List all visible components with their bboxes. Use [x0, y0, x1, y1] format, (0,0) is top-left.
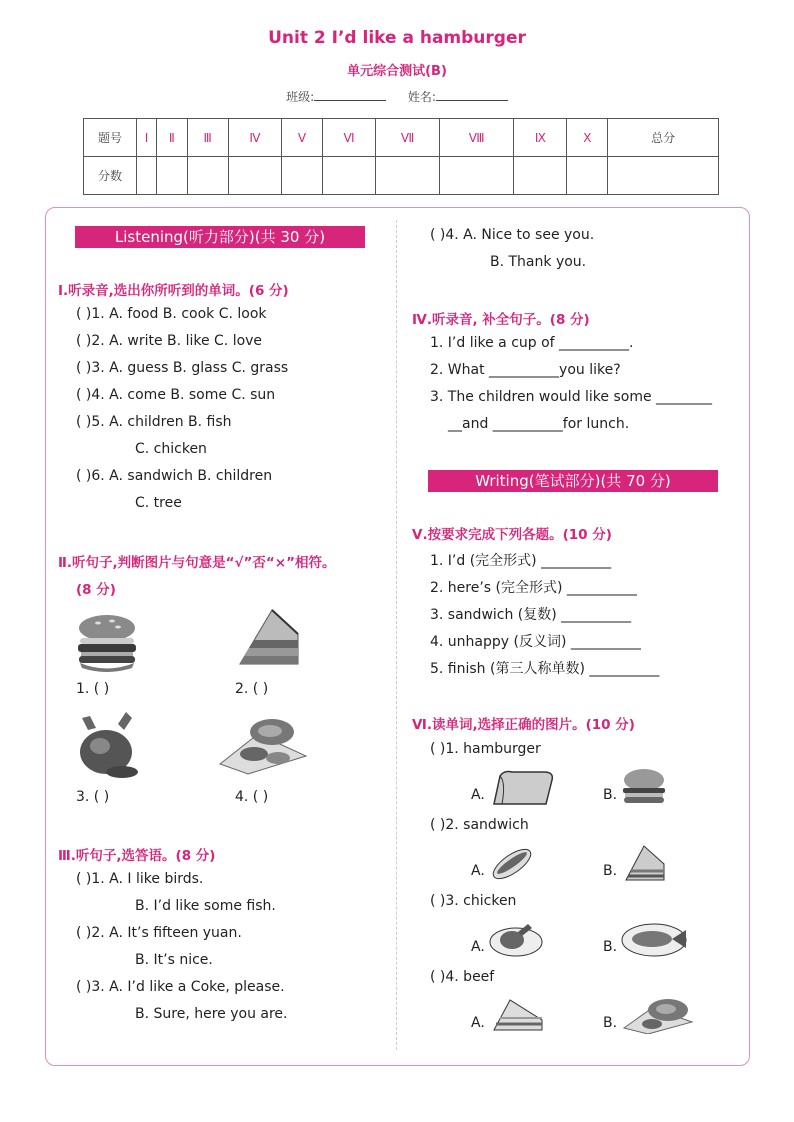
s6-q1: ( )1. hamburger [430, 741, 541, 757]
col-header: Ⅰ [137, 119, 157, 157]
col-header: Ⅹ [567, 119, 608, 157]
s1-q2: ( )2. A. write B. like C. love [76, 333, 263, 349]
s6-q2: ( )2. sandwich [430, 817, 529, 833]
s5-q2: 2. here’s (完全形式) __________ [430, 580, 637, 596]
hotdog-icon [488, 842, 536, 884]
s1-q6-c: C. tree [135, 495, 182, 511]
roast-chicken-icon [488, 918, 544, 960]
score-cell[interactable] [567, 157, 608, 195]
s5-q4: 4. unhappy (反义词) __________ [430, 634, 641, 650]
s4-q3: 3. The children would like some ________ [430, 389, 713, 405]
section-4-title: Ⅳ.听录音, 补全句子。(8 分) [412, 312, 590, 328]
col-header: Ⅲ [187, 119, 228, 157]
s4-q1: 1. I’d like a cup of __________. [430, 335, 634, 351]
s4-q2: 2. What __________you like? [430, 362, 621, 378]
s6-q2-a-label: A. [471, 863, 485, 879]
writing-banner: Writing(笔试部分)(共 70 分) [428, 470, 718, 492]
s3-q2: ( )2. A. It’s fifteen yuan. [76, 925, 242, 941]
col-header: Ⅳ [228, 119, 281, 157]
col-header: Ⅱ [157, 119, 188, 157]
sandwich-icon [232, 606, 304, 670]
s1-q3: ( )3. A. guess B. glass C. grass [76, 360, 289, 376]
beef-icon [218, 714, 308, 776]
s5-q3: 3. sandwich (复数) __________ [430, 607, 632, 623]
col-header: Ⅵ [322, 119, 375, 157]
s1-q5-c: C. chicken [135, 441, 207, 457]
score-cell[interactable] [228, 157, 281, 195]
score-cell[interactable] [322, 157, 375, 195]
s3-q3-b: B. Sure, here you are. [135, 1006, 288, 1022]
s3-q4: ( )4. A. Nice to see you. [430, 227, 595, 243]
s3-q4-b: B. Thank you. [490, 254, 587, 270]
s6-q3: ( )3. chicken [430, 893, 517, 909]
score-cell[interactable] [137, 157, 157, 195]
score-cell[interactable] [376, 157, 440, 195]
s1-q4: ( )4. A. come B. some C. sun [76, 387, 276, 403]
section-5-title: Ⅴ.按要求完成下列各题。(10 分) [412, 527, 612, 543]
s1-q5: ( )5. A. children B. fish [76, 414, 232, 430]
s2-label-1: 1. ( ) [76, 681, 110, 697]
s6-q4-b-label: B. [603, 1015, 618, 1031]
section-1-title: Ⅰ.听录音,选出你所听到的单词。(6 分) [58, 283, 289, 299]
class-field[interactable] [314, 88, 386, 101]
s2-label-2: 2. ( ) [235, 681, 269, 697]
class-label: 班级: [286, 90, 315, 104]
section-3-title: Ⅲ.听句子,选答语。(8 分) [58, 848, 216, 864]
beef-icon [622, 994, 696, 1034]
col-header: Ⅶ [376, 119, 440, 157]
s6-q4-a-label: A. [471, 1015, 485, 1031]
s6-q1-a-label: A. [471, 787, 485, 803]
bread-icon [490, 768, 558, 808]
s4-q3-b: __and __________for lunch. [448, 416, 630, 432]
column-divider [396, 220, 397, 1050]
col-header: Ⅷ [440, 119, 514, 157]
name-field[interactable] [436, 88, 508, 101]
score-cell[interactable] [282, 157, 323, 195]
s6-q1-b-label: B. [603, 787, 618, 803]
s5-q1: 1. I’d (完全形式) __________ [430, 553, 612, 569]
hamburger-icon [620, 766, 668, 808]
s3-q1: ( )1. A. I like birds. [76, 871, 204, 887]
score-table [83, 118, 719, 195]
col-header: Ⅸ [514, 119, 567, 157]
row-label-score: 分数 [84, 157, 137, 195]
s1-q1: ( )1. A. food B. cook C. look [76, 306, 267, 322]
score-cell[interactable] [608, 157, 719, 195]
s6-q2-b-label: B. [603, 863, 618, 879]
total-header: 总分 [608, 119, 719, 157]
hamburger-icon [74, 612, 140, 672]
page-title: Unit 2 I’d like a hamburger [268, 28, 526, 48]
section-2-points: (8 分) [76, 582, 116, 598]
section-6-title: Ⅵ.读单词,选择正确的图片。(10 分) [412, 717, 635, 733]
section-2-title: Ⅱ.听句子,判断图片与句意是“√”否“×”相符。 [58, 555, 336, 571]
score-cell[interactable] [440, 157, 514, 195]
listening-banner: Listening(听力部分)(共 30 分) [75, 226, 365, 248]
cake-slice-icon [490, 996, 546, 1034]
fish-plate-icon [620, 918, 692, 960]
col-header: Ⅴ [282, 119, 323, 157]
s3-q2-b: B. It’s nice. [135, 952, 213, 968]
roast-chicken-icon [74, 708, 144, 780]
s6-q3-b-label: B. [603, 939, 618, 955]
s5-q5: 5. finish (第三人称单数) __________ [430, 661, 660, 677]
s3-q1-b: B. I’d like some fish. [135, 898, 276, 914]
row-label-item: 题号 [84, 119, 137, 157]
name-label: 姓名: [407, 90, 436, 104]
s3-q3: ( )3. A. I’d like a Coke, please. [76, 979, 285, 995]
s1-q6: ( )6. A. sandwich B. children [76, 468, 273, 484]
name-row [0, 88, 794, 105]
score-cell[interactable] [157, 157, 188, 195]
page-subtitle: 单元综合测试(B) [347, 64, 447, 79]
score-cell[interactable] [187, 157, 228, 195]
s2-label-3: 3. ( ) [76, 789, 110, 805]
score-cell[interactable] [514, 157, 567, 195]
s6-q3-a-label: A. [471, 939, 485, 955]
s6-q4: ( )4. beef [430, 969, 495, 985]
s2-label-4: 4. ( ) [235, 789, 269, 805]
sandwich-icon [622, 842, 668, 884]
